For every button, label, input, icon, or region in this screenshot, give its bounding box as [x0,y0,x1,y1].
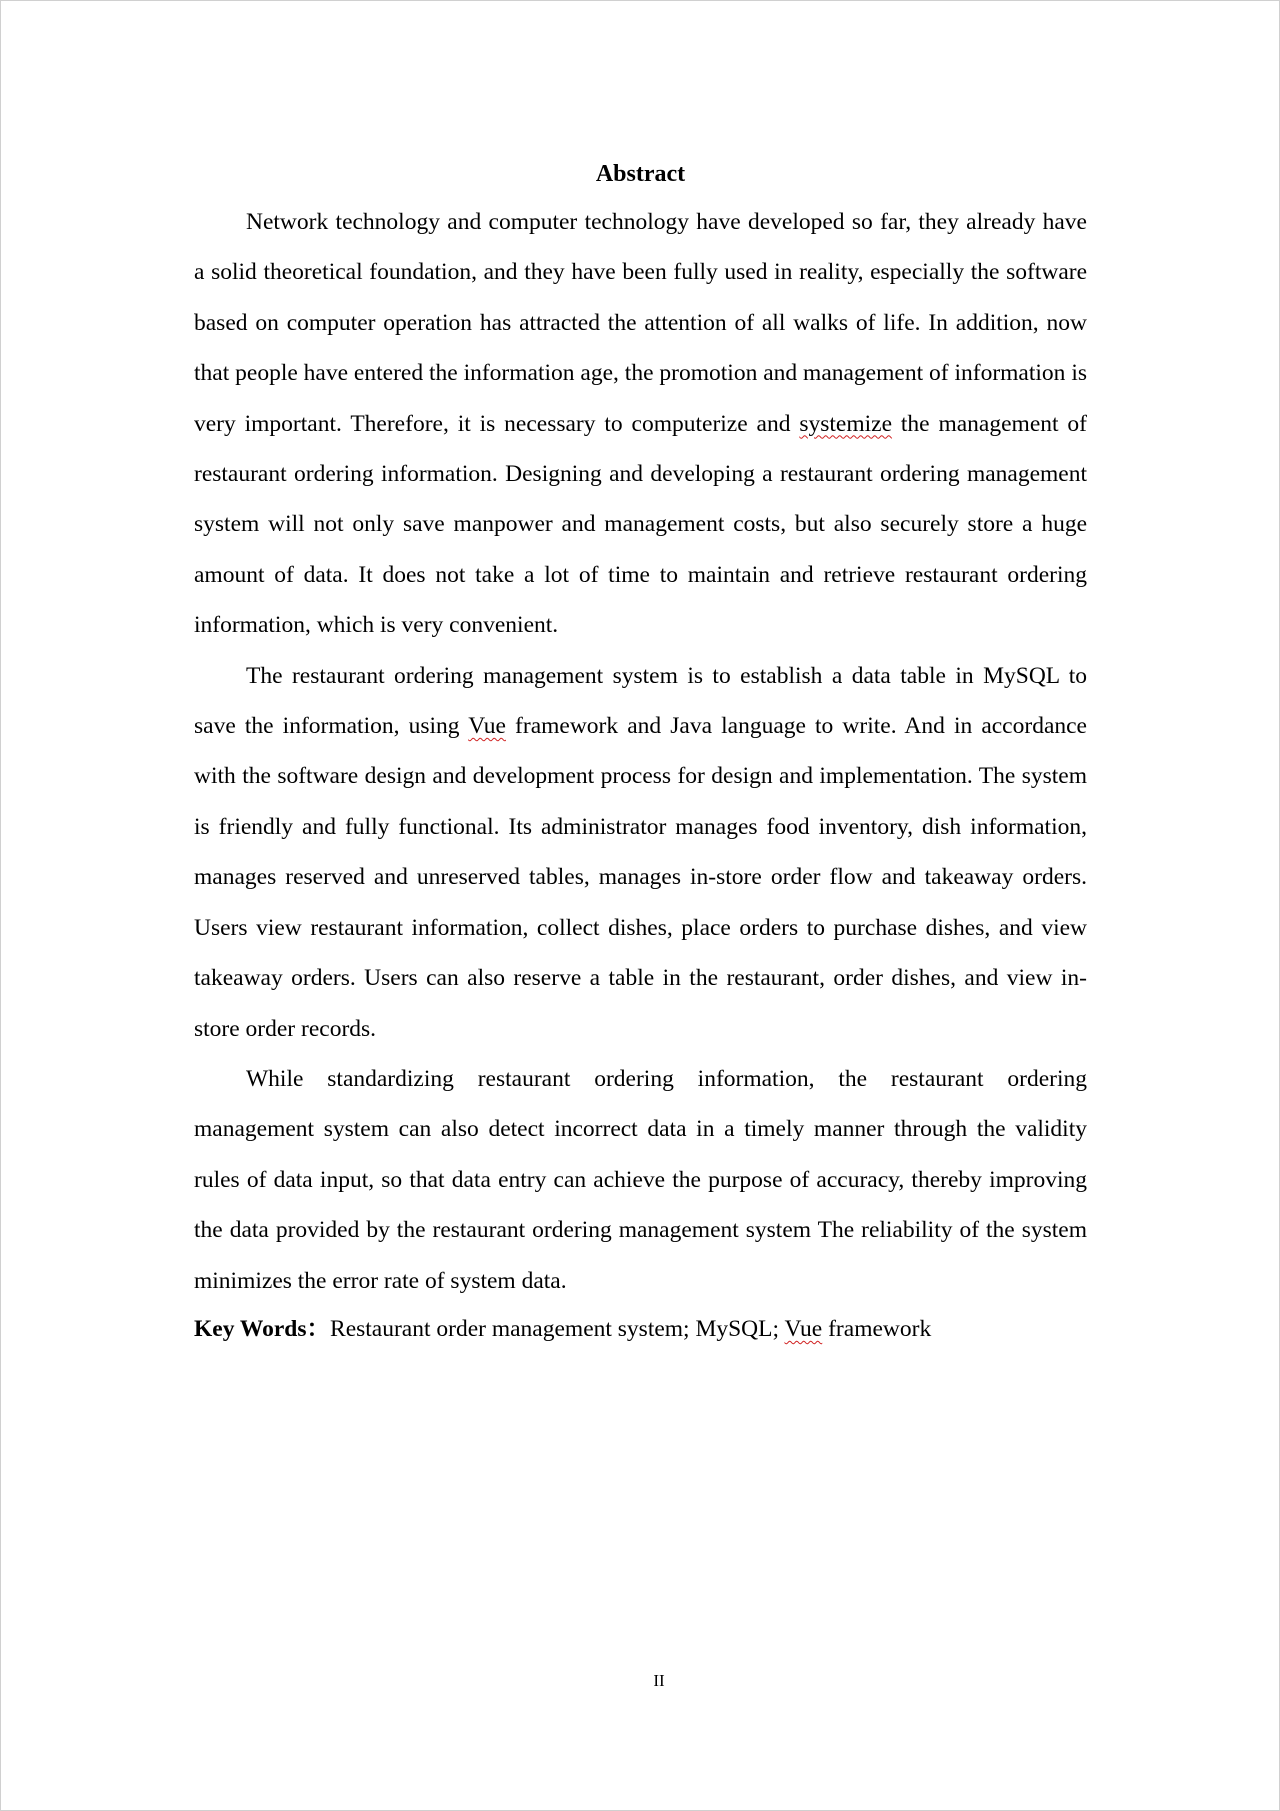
abstract-paragraph-2 [194,651,1087,1054]
abstract-paragraph-3: While standardizing restaurant ordering information, the restaurant ordering management system can also detect incorrect data in a timely manner through the validity rules of data input, so that data entry can achieve the purpose of accuracy, thereby improving the data provided by the restaurant ordering management system The reliability of the system minimizes the error rate of system data. [194,1065,1087,1294]
page-number: II [653,1671,665,1690]
abstract-title: Abstract [595,161,686,187]
key-words-text-a: Restaurant order management system; MySQL; [330,1315,785,1342]
key-words-label: Key Words： [194,1315,331,1342]
abstract-paragraph-1 [194,197,1087,651]
paragraph-2-text-b: framework and Java language to write. And in accordance with the software design and development process for design and implementation. The system is friendly and fully functional. Its administrator manages food inventory, dish information, manages reserved and unreserved tables, manages in-store order flow and takeaway orders. Users view restaurant information, collect dishes, place orders to purchase dishes, and view takeaway orders. Users can also reserve a table in the restaurant, order dishes, and view in-store order records. [194,713,1087,1042]
paragraph-2-text-a: The restaurant ordering management system is to establish a data table in MySQL to save the information, using [194,662,1087,740]
spellcheck-flag-vue-keywords[interactable]: Vue [784,1315,823,1342]
spellcheck-flag-vue[interactable]: Vue [468,713,506,740]
key-words-text-b: framework [822,1315,932,1342]
key-words-line [194,1306,1087,1352]
paragraph-1-text-a: Network technology and computer technology have developed so far, they already have a solid theoretical foundation, and they have been fully used in reality, especially the software based on computer operation has attracted the attention of all walks of life. In addition, now that people have entered the information age, the promotion and management of information is very important. Therefore, it is necessary to computerize and [194,209,1087,437]
abstract-body [194,157,1087,1352]
paragraph-1-text-b: the management of restaurant ordering information. Designing and developing a restaurant ordering management system will not only save manpower and management costs, but also securely store a huge amount of data. It does not take a lot of time to maintain and retrieve restaurant ordering information, which is very convenient. [194,410,1087,639]
spellcheck-flag-systemize[interactable]: systemize [799,410,893,437]
